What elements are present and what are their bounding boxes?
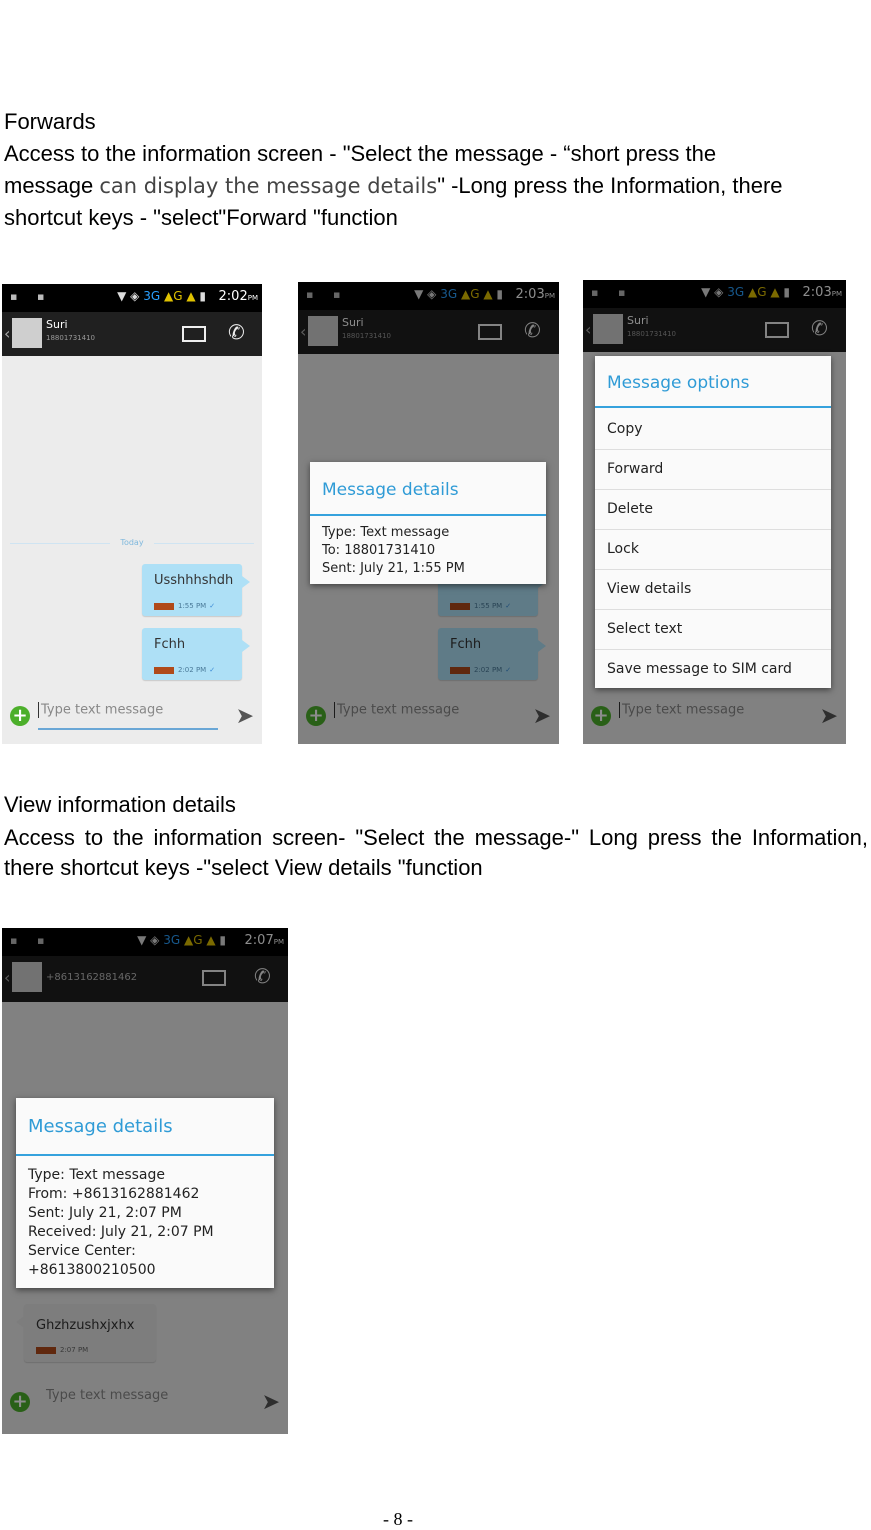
dialog-title: Message options — [607, 373, 750, 393]
message-input[interactable]: Type text message — [46, 1388, 169, 1403]
message-bubble[interactable] — [142, 564, 242, 616]
attach-plus-icon[interactable]: + — [591, 706, 611, 726]
forwards-line-2b: can display the message details — [99, 174, 438, 198]
send-icon[interactable]: ➤ — [819, 704, 838, 729]
contact-name: Suri — [342, 316, 364, 329]
back-icon[interactable]: ‹ — [585, 320, 592, 339]
signal-icons: ▼ ◈ 3G ▲G ▲ ▮ — [117, 289, 206, 303]
action-bar — [2, 312, 262, 356]
menu-item-lock[interactable]: Lock — [595, 529, 831, 570]
detail-line: Sent: July 21, 1:55 PM — [322, 561, 465, 576]
message-meta: 2:02 PM ✓ — [154, 666, 215, 674]
signal-icons: ▼ ◈ 3G ▲G ▲ ▮ — [701, 285, 790, 299]
detail-line: +8613800210500 — [28, 1262, 156, 1278]
detail-line: To: 18801731410 — [322, 543, 436, 558]
dialog-content — [322, 524, 465, 578]
screenshot-received-details — [2, 928, 288, 1434]
message-text: Usshhhshdh — [154, 573, 234, 588]
send-icon[interactable]: ➤ — [235, 704, 254, 729]
phone-icon[interactable]: ✆ — [228, 320, 245, 344]
contact-card-icon[interactable] — [182, 326, 206, 342]
section-heading-view-details: View information details — [4, 792, 236, 817]
message-text: Fchh — [450, 637, 482, 652]
dialog-content — [28, 1166, 214, 1280]
detail-line: Type: Text message — [28, 1167, 166, 1183]
phone-icon[interactable]: ✆ — [524, 318, 541, 342]
attach-plus-icon[interactable]: + — [306, 706, 326, 726]
view-details-paragraph: Access to the information screen- "Select the message-" Long press the Information, there shortcut keys -"select View details "function — [4, 825, 868, 880]
phone-icon[interactable]: ✆ — [254, 964, 271, 988]
notification-icons: ▪ ▪ — [591, 286, 634, 299]
forwards-line-3: shortcut keys - "select"Forward "function — [4, 205, 398, 230]
contact-number: +8613162881462 — [46, 972, 138, 983]
forwards-line-2a: message — [4, 173, 100, 198]
message-details-dialog — [16, 1098, 274, 1288]
contact-name: Suri — [627, 314, 649, 327]
page-number: - 8 - — [383, 1509, 413, 1529]
message-input[interactable]: Type text message — [334, 702, 515, 730]
detail-line: Type: Text message — [322, 525, 450, 540]
notification-icons: ▪ ▪ — [10, 934, 53, 947]
screenshot-message-options — [583, 280, 846, 744]
status-bar — [2, 284, 262, 312]
signal-icons: ▼ ◈ 3G ▲G ▲ ▮ — [414, 287, 503, 301]
message-bubble[interactable] — [142, 628, 242, 680]
message-details-dialog — [310, 462, 546, 584]
message-text: Fchh — [154, 637, 186, 652]
dialog-title: Message details — [28, 1116, 173, 1137]
contact-number: 18801731410 — [46, 334, 95, 342]
message-text: Ghzhzushxjxhx — [36, 1318, 135, 1333]
forwards-line-2c: " -Long press the Information, there — [437, 173, 783, 198]
chat-body — [2, 356, 262, 692]
detail-line: Service Center: — [28, 1243, 136, 1259]
clock: 2:03PM — [802, 285, 842, 300]
dialog-divider — [595, 406, 831, 408]
forwards-line-1: Access to the information screen - "Select the message - “short press the — [4, 141, 717, 166]
screenshot-conversation — [2, 284, 262, 744]
message-meta: 2:02 PM ✓ — [450, 666, 511, 674]
forwards-line-2 — [4, 170, 864, 202]
menu-item-copy[interactable]: Copy — [595, 409, 831, 450]
contact-name: Suri — [46, 318, 68, 331]
clock: 2:07PM — [244, 933, 284, 948]
clock: 2:03PM — [515, 287, 555, 302]
avatar[interactable] — [12, 318, 42, 348]
message-options-dialog — [595, 356, 831, 688]
menu-item-forward[interactable]: Forward — [595, 449, 831, 490]
back-icon[interactable]: ‹ — [4, 968, 11, 987]
section-heading-forwards: Forwards — [4, 109, 96, 134]
menu-item-save-to-sim[interactable]: Save message to SIM card — [607, 661, 792, 677]
send-icon[interactable]: ➤ — [532, 704, 551, 729]
contact-number: 18801731410 — [627, 330, 676, 338]
message-input[interactable]: Type text message — [619, 702, 802, 730]
back-icon[interactable]: ‹ — [300, 322, 307, 341]
composer — [2, 692, 262, 744]
menu-item-select-text[interactable]: Select text — [595, 609, 831, 650]
phone-icon[interactable]: ✆ — [811, 316, 828, 340]
dialog-divider — [16, 1154, 274, 1156]
message-meta: 2:07 PM — [36, 1346, 88, 1354]
dialog-title: Message details — [322, 480, 459, 500]
message-input[interactable]: Type text message — [38, 702, 218, 730]
notification-icons: ▪ ▪ — [10, 290, 53, 303]
clock: 2:02PM — [218, 289, 258, 304]
dialog-divider — [310, 514, 546, 516]
contact-number: 18801731410 — [342, 332, 391, 340]
back-icon[interactable]: ‹ — [4, 324, 11, 343]
attach-plus-icon[interactable]: + — [10, 1392, 30, 1412]
notification-icons: ▪ ▪ — [306, 288, 349, 301]
attach-plus-icon[interactable]: + — [10, 706, 30, 726]
day-label: Today — [120, 538, 144, 547]
detail-line: Sent: July 21, 2:07 PM — [28, 1205, 182, 1221]
message-meta: 1:55 PM ✓ — [154, 602, 215, 610]
message-meta: 1:55 PM ✓ — [450, 602, 511, 610]
menu-item-view-details[interactable]: View details — [595, 569, 831, 610]
send-icon[interactable]: ➤ — [261, 1390, 280, 1415]
menu-item-delete[interactable]: Delete — [595, 489, 831, 530]
forwards-paragraph — [4, 138, 864, 234]
detail-line: From: +8613162881462 — [28, 1186, 200, 1202]
signal-icons: ▼ ◈ 3G ▲G ▲ ▮ — [137, 933, 226, 947]
detail-line: Received: July 21, 2:07 PM — [28, 1224, 214, 1240]
screenshot-message-details — [298, 282, 559, 744]
